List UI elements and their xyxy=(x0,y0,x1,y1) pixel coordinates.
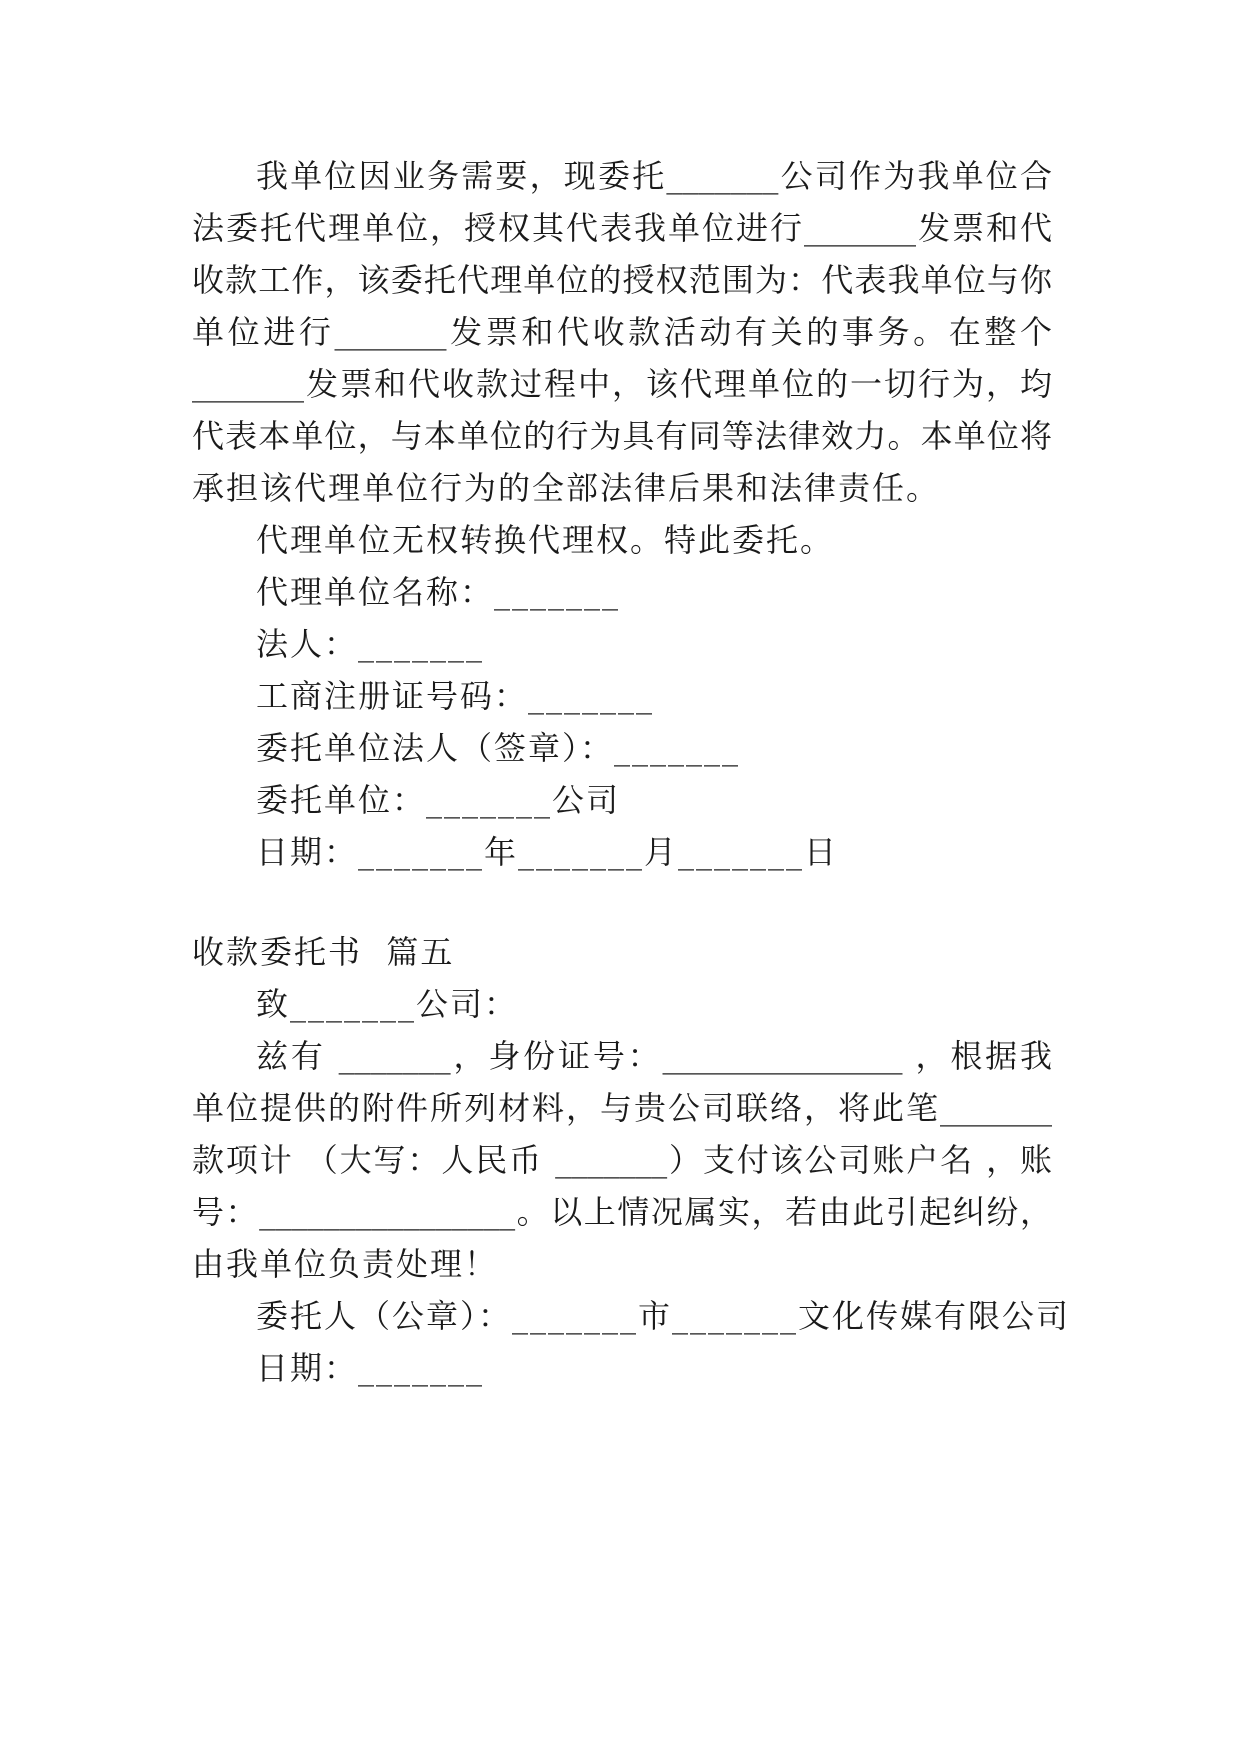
paragraph-line: 承担该代理单位行为的全部法律后果和法律责任。 xyxy=(192,469,941,507)
paragraph-line: 收款工作，该委托代理单位的授权范围为：代表我单位与你 xyxy=(192,261,1052,299)
paragraph-line: 单位进行_______发票和代收款活动有关的事务。在整个 xyxy=(192,313,1052,351)
paragraph-line: 代表本单位，与本单位的行为具有同等法律效力。本单位将 xyxy=(192,417,1052,455)
client-seal-field: 委托人（公章）：_______市_______文化传媒有限公司 xyxy=(256,1297,1071,1335)
paragraph-line: _______发票和代收款过程中，该代理单位的一切行为，均 xyxy=(192,365,1052,403)
date-field: 日期：_______ xyxy=(256,1349,485,1387)
paragraph-line: 我单位因业务需要，现委托_______公司作为我单位合 xyxy=(256,157,1052,195)
agent-name-field: 代理单位名称：_______ xyxy=(256,573,621,611)
legal-person-field: 法人：_______ xyxy=(256,625,485,663)
client-unit-field: 委托单位：_______公司 xyxy=(256,781,621,819)
registration-number-field: 工商注册证号码：_______ xyxy=(256,677,655,715)
date-field: 日期：_______年_______月_______日 xyxy=(256,833,839,871)
paragraph-line: 兹有 _______，身份证号：_______________ ，根据我 xyxy=(256,1037,1052,1075)
paragraph-text: 代理单位无权转换代理权。特此委托。 xyxy=(256,521,835,559)
paragraph-line: 号：________________。以上情况属实，若由此引起纠纷， xyxy=(192,1193,1052,1231)
client-legal-person-field: 委托单位法人（签章）：_______ xyxy=(256,729,741,767)
paragraph-line: 单位提供的附件所列材料，与贵公司联络，将此笔_______ xyxy=(192,1089,1052,1127)
section-heading: 收款委托书 篇五 xyxy=(192,933,455,971)
paragraph-line: 法委托代理单位，授权其代表我单位进行_______发票和代 xyxy=(192,209,1052,247)
paragraph-line: 款项计 （大写：人民币 _______）支付该公司账户名 ，账 xyxy=(192,1141,1052,1179)
paragraph-line: 由我单位负责处理！ xyxy=(192,1245,499,1283)
addressee-line: 致_______公司： xyxy=(256,985,519,1023)
